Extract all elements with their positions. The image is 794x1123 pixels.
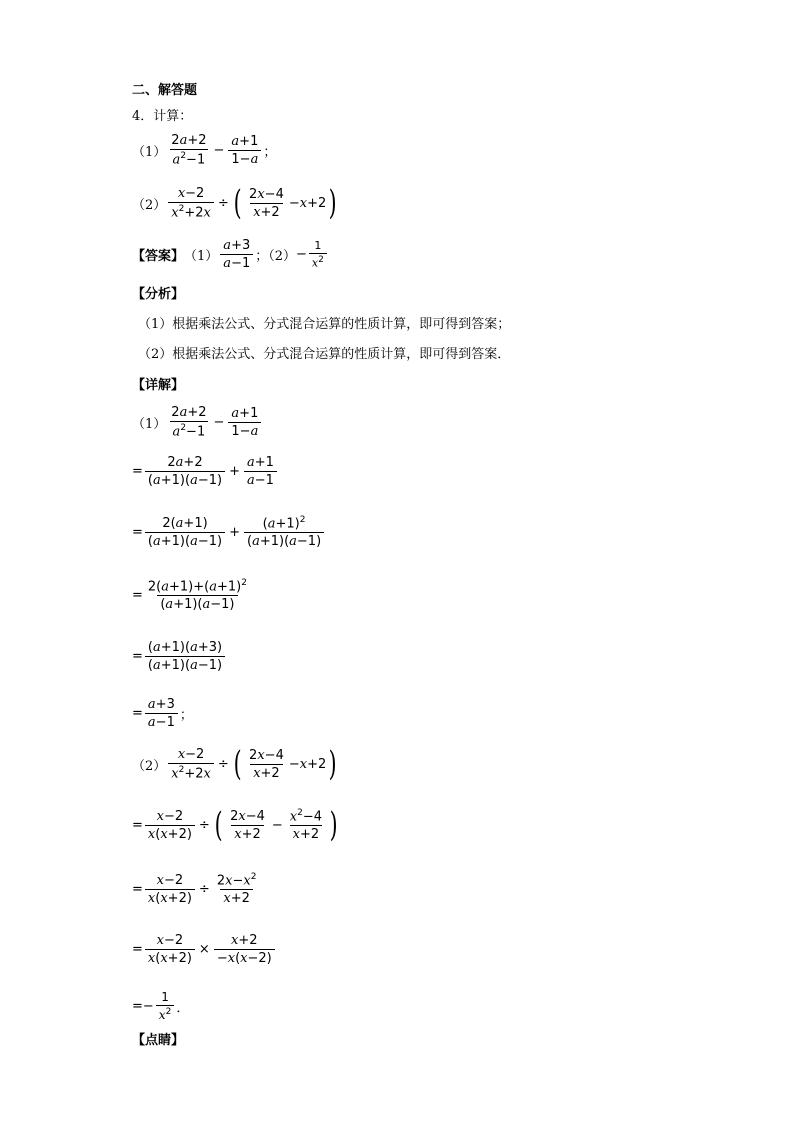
- answer-label: 【答案】: [132, 249, 185, 264]
- detail-1-step-2: = $\frac{2(a+1)}{(a+1)(a-1)}$ + $\frac{(a+1)^2}{(a+1)(a-1)}$: [132, 515, 326, 549]
- detail-2-step-0: （2） $\frac{x-2}{x^2+2x}$ ÷ ( $\frac{2x-4}{x+2}$ −x+2 ): [132, 744, 337, 785]
- detail-2-step-3: = $\frac{x-2}{x(x+2)}$ × $\frac{x+2}{-x(x-2)}$: [132, 933, 277, 966]
- analysis-2: （2）根据乘法公式、分式混合运算的性质计算，即可得到答案．: [138, 347, 511, 362]
- q1-label: （1）: [132, 144, 167, 160]
- detail-label: 【详解】: [132, 378, 185, 393]
- question-header: 4．计算：: [132, 109, 193, 124]
- detail-1-step-1: = $\frac{2a+2}{(a+1)(a-1)}$ + $\frac{a+1}{a-1}$: [132, 455, 279, 488]
- comment-label: 【点睛】: [132, 1033, 185, 1048]
- q2-label: （2）: [132, 197, 167, 213]
- detail-1-step-3: = $\frac{2(a+1)+(a+1)^2}{(a+1)(a-1)}$: [132, 578, 247, 613]
- answer-line: 【答案】 （1） $\frac{a+3}{a-1}$ ；（2） − $\frac{1}{x^2}$: [132, 238, 329, 271]
- q1-end: ；: [263, 144, 277, 160]
- question-2: （2） $\frac{x-2}{x^2+2x}$ ÷ ( $\frac{2x-4}{x+2}$ −x+2 ): [132, 183, 337, 224]
- detail-1-step-4: = $\frac{(a+1)(a+3)}{(a+1)(a-1)}$: [132, 640, 227, 673]
- analysis-1: （1）根据乘法公式、分式混合运算的性质计算，即可得到答案；: [138, 317, 511, 332]
- detail-2-step-1: = $\frac{x-2}{x(x+2)}$ ÷ ( $\frac{2x-4}{x+2}$ − $\frac{x^2-4}{x+2}$ ): [132, 805, 338, 846]
- question-1: （1） $\frac{2a+2}{a^2-1}$ − $\frac{a+1}{1-a}$ ；: [132, 133, 277, 168]
- section-title: 二、解答题: [132, 83, 198, 98]
- detail-1-step-5: = $\frac{a+3}{a-1}$ ；: [132, 697, 193, 730]
- detail-2-step-2: = $\frac{x-2}{x(x+2)}$ ÷ $\frac{2x-x^2}{x+2}$: [132, 872, 257, 907]
- detail-2-step-4: =− $\frac{1}{x^2}$ ．: [132, 990, 190, 1022]
- analysis-label: 【分析】: [132, 287, 185, 302]
- detail-1-step-0: （1） $\frac{2a+2}{a^2-1}$ − $\frac{a+1}{1-a}$: [132, 405, 263, 439]
